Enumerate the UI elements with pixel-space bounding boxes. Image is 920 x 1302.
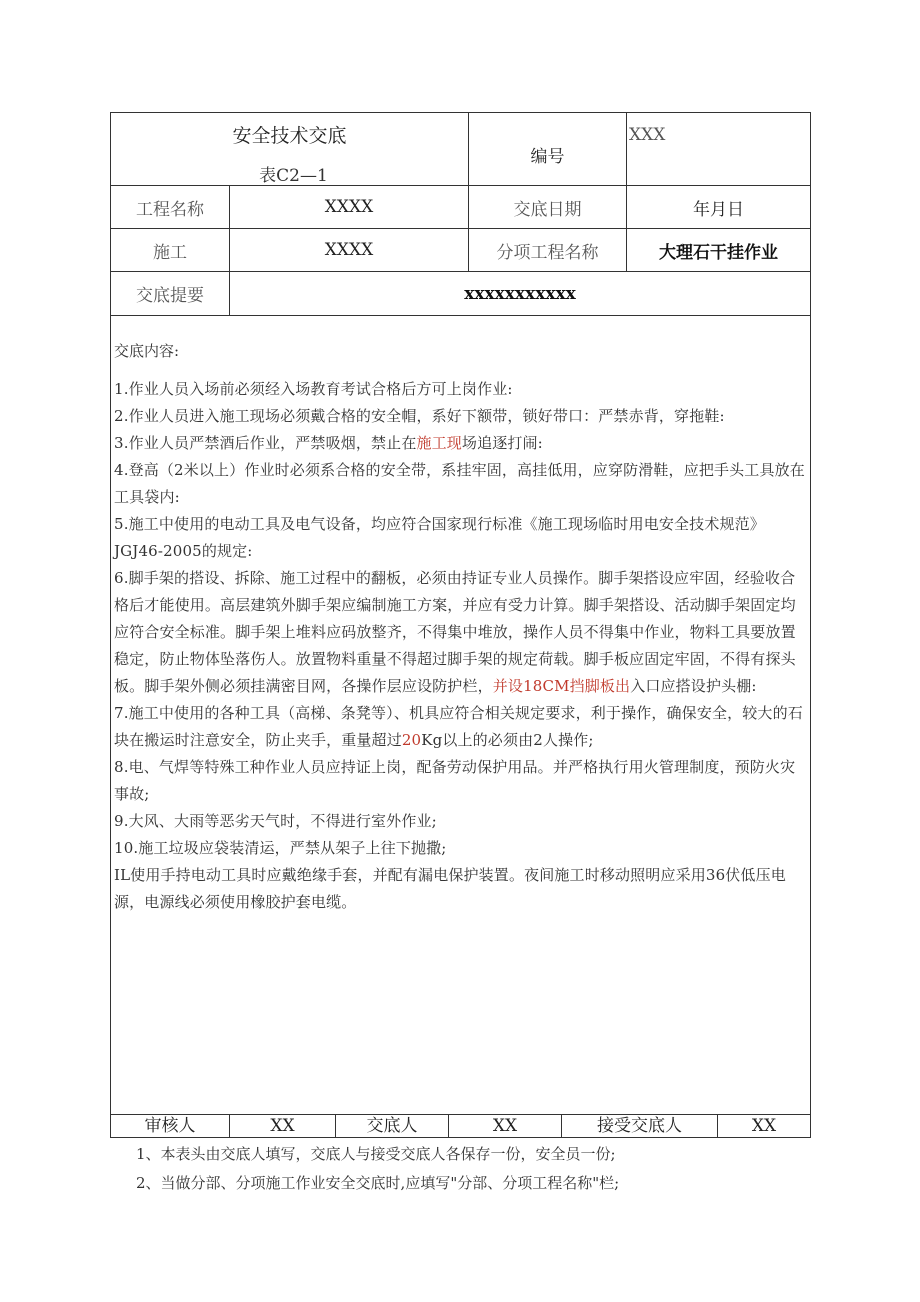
form-number: 表C2—1 (259, 166, 328, 186)
item-6-highlight: 并设18CM挡脚板出 (492, 677, 631, 695)
summary-value: xxxxxxxxxxx (230, 272, 811, 316)
content-item-5: 5.施工中使用的电动工具及电气设备，均应符合国家现行标准《施工现场临时用电安全技术规范》JGJ46-2005的规定: (114, 515, 765, 560)
construction-label: 施工 (111, 229, 230, 272)
safety-disclosure-form (110, 112, 810, 1198)
item-3-text-end: 场追逐打闹: (461, 434, 543, 452)
content-row (111, 316, 811, 1115)
form-title: 安全技术交底 (232, 125, 347, 147)
receiver-label: 接受交底人 (562, 1115, 718, 1138)
footnote-2: 2、当做分部、分项施工作业安全交底时,应填写"分部、分项工程名称"栏; (136, 1174, 620, 1192)
signature-row (111, 1115, 811, 1138)
sub-project-label: 分项工程名称 (469, 229, 627, 272)
item-7-text: 7.施工中使用的各种工具（高梯、条凳等）、机具应符合相关规定要求，利于操作，确保安全，较大的石块在搬运时注意安全，防止夹手，重量超过 (114, 704, 803, 749)
item-3-highlight: 施工现 (416, 434, 462, 452)
content-cell (111, 316, 811, 1115)
item-3-text: 3.作业人员严禁酒后作业，严禁吸烟，禁止在 (114, 434, 417, 452)
content-item-4: 4.登高（2米以上）作业时必须系合格的安全带，系挂牢固，高挂低用，应穿防滑鞋，应把手头工具放在工具袋内: (114, 461, 805, 506)
project-name-value: XXXX (230, 186, 469, 229)
content-item-2: 2.作业人员进入施工现场必须戴合格的安全帽，系好下额带，锁好带口：严禁赤背，穿拖鞋: (114, 407, 725, 425)
code-value: XXX (627, 113, 811, 186)
discloser-label: 交底人 (336, 1115, 449, 1138)
content-item-6 (114, 565, 808, 700)
content-item-11: IL使用手持电动工具时应戴绝缘手套，并配有漏电保护装置。夜间施工时移动照明应采用36伏低压电源，电源线必须使用橡胶护套电缆。 (114, 866, 786, 911)
receiver-value: XX (718, 1115, 811, 1138)
item-6-text: 6.脚手架的搭设、拆除、施工过程中的翻板，必须由持证专业人员操作。脚手架搭设应牢固，经验收合格后才能使用。高层建筑外脚手架应编制施工方案，并应有受力计算。脚手架搭设、活动脚手架固定均应符合安全标准。脚手架上堆料应码放整齐，不得集中堆放，操作人员不得集中作业，物料工具要放置稳定，防止物体坠落伤人。放置物料重量不得超过脚手架的规定荷载。脚手板应固定牢固，不得有探头板。脚手架外侧必须挂满密目网，各操作层应设防护栏， (114, 569, 796, 695)
construction-value: XXXX (230, 229, 469, 272)
content-item-1: 1.作业人员入场前必须经入场教育考试合格后方可上岗作业: (114, 380, 513, 398)
footnote-1: 1、本表头由交底人填写，交底人与接受交底人各保存一份，安全员一份; (136, 1145, 616, 1163)
code-label: 编号 (469, 113, 627, 186)
project-name-label: 工程名称 (111, 186, 230, 229)
item-7-text-end: Kg以上的必须由2人操作; (421, 731, 594, 749)
summary-label: 交底提要 (111, 272, 230, 316)
content-item-10: 10.施工垃圾应袋装清运，严禁从架子上往下抛撒; (114, 839, 447, 857)
project-row (111, 186, 811, 229)
sub-project-value: 大理石干挂作业 (627, 229, 811, 272)
discloser-value: XX (449, 1115, 562, 1138)
title-row (111, 113, 811, 186)
reviewer-label: 审核人 (111, 1115, 230, 1138)
content-item-8: 8.电、气焊等特殊工种作业人员应持证上岗，配备劳动保护用品。并严格执行用火管理制度，预防火灾事故; (114, 758, 796, 803)
content-heading: 交底内容: (114, 342, 180, 360)
title-cell (111, 113, 469, 186)
content-item-7 (114, 700, 808, 754)
reviewer-value: XX (230, 1115, 336, 1138)
content-item-9: 9.大风、大雨等恶劣天气时，不得进行室外作业; (114, 812, 437, 830)
form-table (110, 112, 811, 1138)
date-label: 交底日期 (469, 186, 627, 229)
footnotes (110, 1140, 810, 1198)
item-7-highlight: 20 (401, 731, 422, 749)
summary-row (111, 272, 811, 316)
date-value: 年月日 (627, 186, 811, 229)
content-item-3 (114, 430, 808, 457)
construction-row (111, 229, 811, 272)
item-6-text-end: 入口应搭设护头棚: (630, 677, 757, 695)
